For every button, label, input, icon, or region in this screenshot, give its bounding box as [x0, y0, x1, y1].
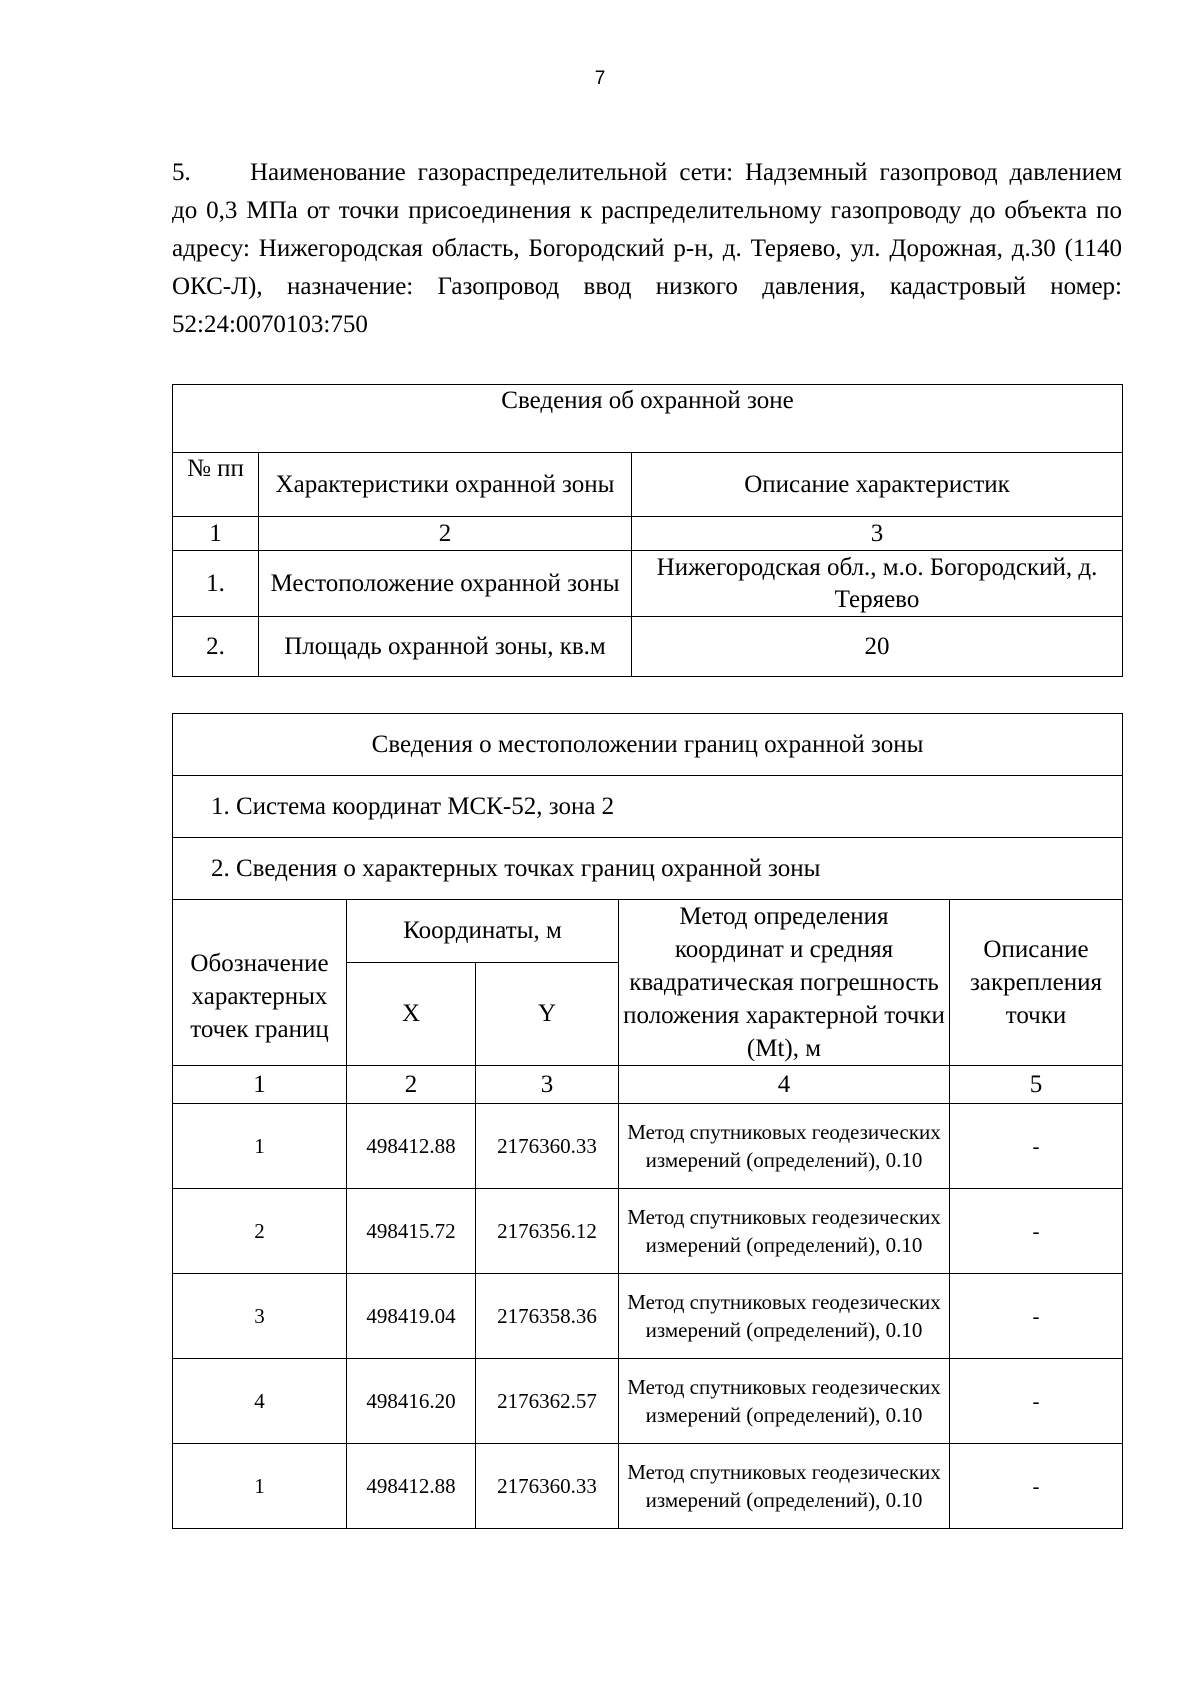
zone-row-num: 2. — [173, 617, 259, 677]
points-index-cell: 4 — [619, 1066, 950, 1104]
header-y: Y — [476, 962, 619, 1065]
zone-row-num: 1. — [173, 551, 259, 617]
point-fixing: - — [950, 1274, 1123, 1359]
intro-text: Наименование газораспределительной сети: Надземный газопровод давлением до 0,3 МПа от точки присоединения к распределительному газопроводу до объекта по адресу: Нижегородская область, Богородский р-н, д. Теряево, ул. Дорожная, д.30 (1140 ОКС-Л), назначение: Газопровод ввод низкого давления, кадастровый номер: 52:24:0070103:750 — [172, 159, 1122, 338]
table-row — [173, 1104, 1123, 1189]
intro-paragraph — [172, 154, 1122, 344]
intro-number: 5. — [172, 159, 191, 186]
point-x: 498419.04 — [347, 1274, 476, 1359]
header-designation: Обозначение характерных точек границ — [173, 900, 347, 1066]
zone-index-cell: 2 — [259, 517, 632, 551]
header-coordinates: Координаты, м — [347, 900, 619, 963]
points-section-title: 2. Сведения о характерных точках границ охранной зоны — [173, 838, 1123, 900]
points-table-title: Сведения о местоположении границ охранной зоны — [173, 714, 1123, 776]
zone-table-title: Сведения об охранной зоне — [173, 385, 1123, 453]
point-id: 3 — [173, 1274, 347, 1359]
point-x: 498415.72 — [347, 1189, 476, 1274]
table-row — [173, 617, 1123, 677]
point-y: 2176358.36 — [476, 1274, 619, 1359]
zone-row-desc: 20 — [632, 617, 1123, 677]
point-x: 498416.20 — [347, 1359, 476, 1444]
point-fixing: - — [950, 1104, 1123, 1189]
point-id: 4 — [173, 1359, 347, 1444]
header-method: Метод определения координат и средняя квадратическая погрешность положения характерной точки (Mt), м — [619, 900, 950, 1066]
points-index-cell: 3 — [476, 1066, 619, 1104]
header-fixing-description: Описание закрепления точки — [950, 900, 1123, 1066]
zone-header-characteristics: Характеристики охранной зоны — [259, 453, 632, 517]
zone-index-cell: 1 — [173, 517, 259, 551]
point-fixing: - — [950, 1359, 1123, 1444]
protection-zone-table — [172, 384, 1123, 677]
points-index-cell: 1 — [173, 1066, 347, 1104]
point-fixing: - — [950, 1189, 1123, 1274]
point-method: Метод спутниковых геодезических измерений (определений), 0.10 — [619, 1444, 950, 1529]
points-index-cell: 2 — [347, 1066, 476, 1104]
table-row — [173, 1274, 1123, 1359]
point-id: 2 — [173, 1189, 347, 1274]
point-x: 498412.88 — [347, 1104, 476, 1189]
zone-row-name: Местоположение охранной зоны — [259, 551, 632, 617]
zone-header-description: Описание характеристик — [632, 453, 1123, 517]
page-number: 7 — [594, 68, 606, 89]
table-row — [173, 1444, 1123, 1529]
point-id: 1 — [173, 1444, 347, 1529]
point-id: 1 — [173, 1104, 347, 1189]
boundary-points-table — [172, 713, 1123, 1529]
point-y: 2176362.57 — [476, 1359, 619, 1444]
table-row — [173, 1189, 1123, 1274]
zone-row-desc: Нижегородская обл., м.о. Богородский, д. Теряево — [632, 551, 1123, 617]
point-method: Метод спутниковых геодезических измерений (определений), 0.10 — [619, 1359, 950, 1444]
table-row — [173, 551, 1123, 617]
zone-index-cell: 3 — [632, 517, 1123, 551]
coordinate-system: 1. Система координат МСК-52, зона 2 — [173, 776, 1123, 838]
zone-row-name: Площадь охранной зоны, кв.м — [259, 617, 632, 677]
point-y: 2176356.12 — [476, 1189, 619, 1274]
point-y: 2176360.33 — [476, 1104, 619, 1189]
point-x: 498412.88 — [347, 1444, 476, 1529]
point-method: Метод спутниковых геодезических измерений (определений), 0.10 — [619, 1104, 950, 1189]
points-index-cell: 5 — [950, 1066, 1123, 1104]
table-row — [173, 1359, 1123, 1444]
point-fixing: - — [950, 1444, 1123, 1529]
header-x: X — [347, 962, 476, 1065]
point-method: Метод спутниковых геодезических измерений (определений), 0.10 — [619, 1274, 950, 1359]
point-y: 2176360.33 — [476, 1444, 619, 1529]
point-method: Метод спутниковых геодезических измерений (определений), 0.10 — [619, 1189, 950, 1274]
zone-header-num: № пп — [173, 453, 259, 517]
